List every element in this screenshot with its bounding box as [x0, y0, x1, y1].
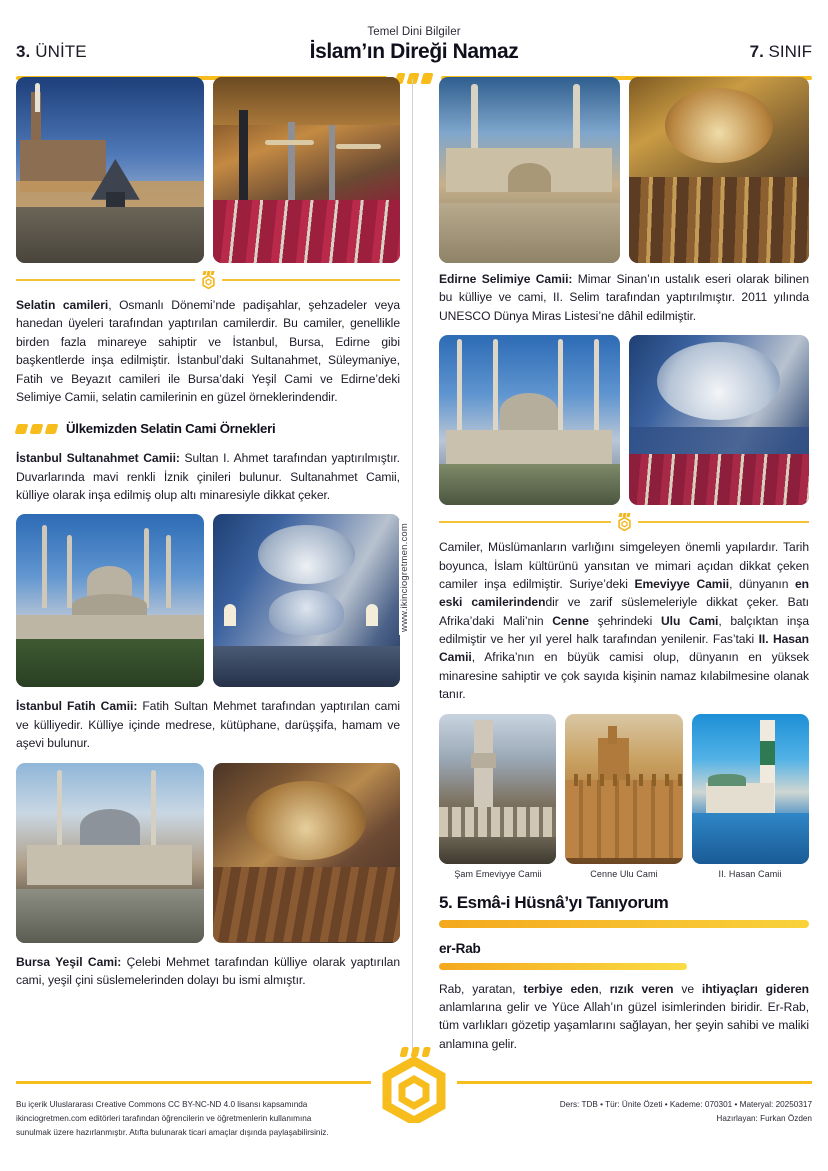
unit-number: 3. [16, 42, 31, 61]
intro-paragraph [16, 296, 400, 406]
rp-2: , [598, 981, 610, 996]
unit-word: ÜNİTE [35, 42, 87, 61]
right-column [419, 77, 809, 1053]
caption-cenne-ulu: Cenne Ulu Cami [590, 868, 658, 879]
wp-5: , balçıktan inşa edilmiştir ve her yıl yerel halk tarafından yenilenir. Fas’taki [439, 613, 810, 646]
section-title-esma: 5. Esmâ-i Hüsnâ’yı Tanıyorum [439, 892, 669, 912]
page-footer [0, 1075, 828, 1171]
footer-meta-text [560, 1098, 812, 1140]
wp-4: şehrindeki [588, 613, 661, 628]
item-sultanahmet-lead: İstanbul Sultanahmet Camii: [16, 451, 180, 466]
hexagon-logo-icon [202, 271, 215, 290]
grade-number: 7. [749, 42, 764, 61]
wp-b4: Ulu Cami [660, 613, 719, 628]
wp-1: Camiler, Müslümanların varlığını simgeleyen önemli yapılardır. Tarih boyunca, İslam kültürünü yansıtan ve mimari açıdan dikkat çeken camiler inşa edilmiştir. Suriye’deki [439, 540, 809, 591]
header-center [16, 26, 812, 64]
world-photo-captions [439, 869, 809, 879]
rp-b1: terbiye eden [523, 981, 599, 996]
item-fatih-lead: İstanbul Fatih Camii: [16, 699, 138, 714]
rp-1: Rab, yaratan, [439, 981, 524, 996]
selimiye-paragraph [439, 270, 809, 325]
left-top-photo-pair [16, 77, 400, 263]
subheading-selatin-examples [16, 421, 400, 436]
photo-pair-fatih [16, 763, 400, 943]
rp-b3: ihtiyaçları gideren [701, 981, 810, 996]
intro-lead: Selatin camileri [16, 298, 109, 312]
intro-rest: , Osmanlı Dönemi’nde padişahlar, şehzadeler veya hanedan üyeleri tarafından yaptırılan camilerdir. Bu camiler, genellikle birden fazla minareye sahiptir ve İstanbul, Bursa, Edirne gibi başkentlerde inşa edilmiştir. İstanbul’daki Sultanahmet, Süleymaniye, Fatih ve Beyazıt camileri ile Bursa’daki Yeşil Cami ve Edirne’deki Selimiye Camii, selatin camilerinin en güzel örneklerindendir. [16, 298, 400, 404]
selimiye-lead: Edirne Selimiye Camii: [439, 272, 573, 286]
wp-b5: II. Hasan Camii [439, 632, 810, 665]
license-line-3: sunulmak üzere hazırlanmıştır. Atıfta bulunarak ticari amaçlar dışında paylaşabilirsiniz. [16, 1128, 329, 1138]
wp-2: , dünyanın [729, 576, 795, 591]
photo-fatih-exterior [16, 763, 204, 943]
subheading-text: Ülkemizden Selatin Cami Örnekleri [66, 421, 276, 437]
ornament-line-left [16, 279, 195, 281]
footer-line-right [457, 1081, 812, 1084]
footer-line-left [16, 1081, 371, 1084]
ornament-line-right-2 [638, 521, 810, 523]
section-ornament-divider-right [439, 514, 809, 530]
wp-b1: Emeviyye Camii [634, 576, 730, 591]
section-ornament-divider [16, 272, 400, 288]
wp-b2: en eski camilerinden [439, 576, 809, 610]
site-watermark: www.ikinciogretmen.com [399, 520, 410, 635]
subsection-title-er-rab: er-Rab [439, 940, 481, 956]
column-divider [412, 79, 413, 1051]
item-bursa-lead: Bursa Yeşil Cami: [16, 954, 122, 969]
photo-mosque-interior-wood [213, 77, 401, 263]
license-line-2: ikinciogretmen.com editörleri tarafından öğrencilerin ve öğretmenlerin kullanımına [16, 1114, 312, 1124]
photo-selimiye-exterior [439, 335, 620, 505]
selimiye-rest: Mimar Sinan’ın ustalık eseri olarak bilinen bu külliye ve cami, II. Selim tarafından yaptırılmıştır. 2011 yılında UNESCO Dünya Miras Listesi’ne dâhil edilmiştir. [439, 272, 809, 323]
item-sultanahmet-text [16, 449, 400, 504]
world-photo-trio [439, 714, 809, 864]
photo-cenne-ulu-cami [565, 714, 682, 864]
meta-line-1: Ders: TDB • Tür: Ünite Özeti • Kademe: 070301 • Materyal: 20250317 [559, 1100, 812, 1109]
photo-sultanahmet-dome [213, 514, 401, 687]
item-fatih-rest: Fatih Sultan Mehmet tarafından yaptırılan cami ve külliyedir. Külliye içinde medrese, kütüphane, darüşşifa, hamam ve aşevi bulunur. [16, 699, 400, 751]
right-top-photo-pair [439, 77, 809, 263]
wp-3: dir ve zarif süslemeleriyle dikkat çeker. Batı Afrika’daki Mali’nin [439, 595, 809, 628]
subheading-ticks-icon [16, 424, 57, 434]
photo-selimiye-interior [629, 335, 810, 505]
rp-b2: rızık veren [609, 981, 674, 996]
content-columns [16, 77, 812, 1053]
caption-sam-emeviyye: Şam Emeviyye Camii [454, 868, 542, 879]
header-kicker: Temel Dini Bilgiler [367, 26, 461, 38]
hexagon-logo-icon-2 [618, 513, 631, 532]
header-row [16, 12, 812, 64]
license-line-1: Bu içerik Uluslararası Creative Commons CC BY-NC-ND 4.0 lisansı kapsamında [16, 1100, 308, 1109]
rp-3: ve [673, 981, 702, 996]
item-sultanahmet-rest: Sultan I. Ahmet tarafından yaptırılmıştır. Duvarlarında mavi renkli İznik çinileri bulunur. Sultanahmet Camii, külliye olarak inşa edilmiş olup altı minaresiyle dikkat çeker. [16, 451, 400, 502]
wp-b3: Cenne [552, 613, 589, 628]
section-title-underline [439, 920, 809, 928]
left-column [16, 77, 406, 1053]
photo-fatih-dome-decor [213, 763, 401, 943]
subsection-title-underline [439, 963, 687, 970]
rp-4: anlamlarına gelir ve Yüce Allah’ın güzel isimlerinden biridir. Er-Rab, tüm varlıkları gözetip yaşamlarını sağlayan, her şeyin sahibi ve maliki anlamına gelir. [439, 999, 809, 1051]
item-fatih-text [16, 697, 400, 752]
photo-pair-selimiye [439, 335, 809, 505]
er-rab-paragraph [439, 980, 809, 1054]
photo-ulu-cami-courtyard [16, 77, 204, 263]
photo-sam-emeviyye-camii [439, 714, 556, 864]
brand-logo-icon [379, 1047, 449, 1119]
world-mosques-paragraph [439, 538, 809, 703]
wp-6: , Afrika’nın en büyük camisi olup, dünyanın en yüksek minaresine sahiptir ve çok sayıda kişinin namaz kılabilmesine olanak tanır. [439, 650, 809, 702]
item-bursa-rest: Çelebi Mehmet tarafından külliye olarak yaptırılan cami, yeşil çini süslemelerinden dolayı bu ismi almıştır. [16, 954, 400, 987]
ornament-line-left-2 [439, 521, 611, 523]
footer-license-text [16, 1098, 329, 1140]
caption-ii-hasan: II. Hasan Camii [718, 868, 782, 879]
photo-interior-tiles [629, 77, 810, 263]
item-bursa-text [16, 953, 400, 990]
page-header [16, 0, 812, 70]
ornament-line-right [222, 279, 401, 281]
photo-ii-hasan-camii [692, 714, 809, 864]
photo-sultanahmet-exterior [16, 514, 204, 687]
photo-pair-sultanahmet [16, 514, 400, 687]
footer-divider [0, 1075, 828, 1089]
grade-word: SINIF [768, 42, 812, 61]
photo-courtyard-fountain [439, 77, 620, 263]
meta-line-2: Hazırlayan: Furkan Özden [716, 1114, 812, 1124]
page-title: İslam’ın Direği Namaz [309, 40, 519, 63]
